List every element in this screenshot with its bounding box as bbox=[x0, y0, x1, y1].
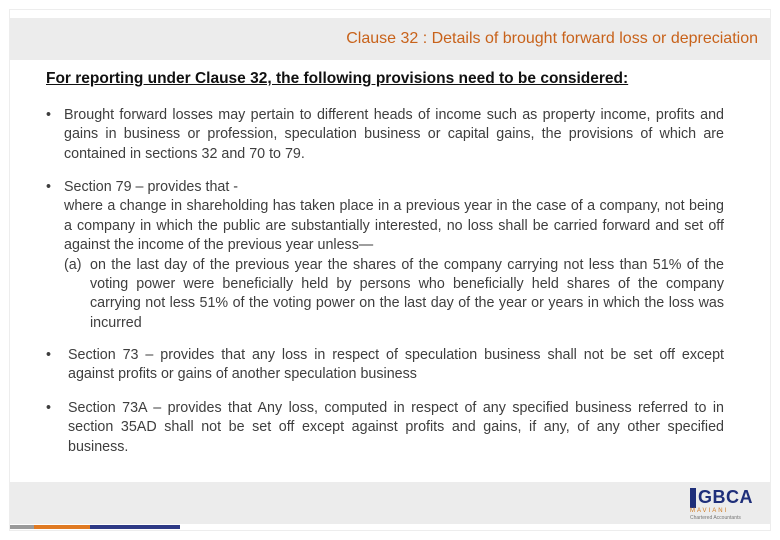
header-bar bbox=[10, 18, 770, 60]
bullet-item bbox=[46, 178, 724, 333]
footer-accent-navy bbox=[90, 525, 180, 529]
bullet-intro: Section 79 – provides that - bbox=[64, 179, 239, 195]
bullet-text: where a change in shareholding has taken place in a previous year in the case of a company, not being a company in which the public are substantially interested, no loss shall be carried forward and set off against the income of the previous year unless— bbox=[64, 198, 724, 254]
bullet-marker: • bbox=[46, 347, 52, 363]
footer-bar bbox=[10, 482, 770, 524]
logo-mark-icon bbox=[690, 488, 696, 508]
section-heading: For reporting under Clause 32, the following provisions need to be considered: bbox=[46, 70, 629, 87]
bullet-marker: • bbox=[46, 107, 52, 123]
bullet-text: Section 73A – provides that Any loss, computed in respect of any specified business referred to in section 35AD shall not be set off except against profits and gains, if any, of any other specified business. bbox=[68, 400, 724, 455]
bullet-item bbox=[46, 106, 724, 164]
bullet-marker: • bbox=[46, 400, 52, 416]
bullet-text: Brought forward losses may pertain to different heads of income such as property income, profits and gains in business or profession, speculation business or capital gains, the provisions of which are contained in sections 32 and 70 to 79. bbox=[64, 107, 724, 162]
bullet-item bbox=[46, 346, 724, 385]
footer-accent-gray bbox=[10, 525, 34, 529]
logo-subtitle: MAVIANI bbox=[690, 508, 729, 514]
company-logo bbox=[690, 486, 762, 522]
slide-title: Clause 32 : Details of brought forward loss or depreciation bbox=[346, 30, 758, 47]
bullet-item bbox=[46, 399, 724, 457]
bullet-marker: • bbox=[46, 179, 52, 195]
bullet-text: Section 73 – provides that any loss in respect of speculation business shall not be set off except against profits or gains of another speculation business bbox=[68, 347, 724, 383]
sub-list-text: on the last day of the previous year the shares of the company carrying not less than 51% of the voting power were beneficially held by persons who beneficially held shares of the company carrying not less 51% of the voting power on the last day of the year or years in which the loss was incurred bbox=[90, 256, 724, 331]
footer-accent-orange bbox=[34, 525, 90, 529]
logo-tagline: Chartered Accountants bbox=[690, 515, 741, 521]
sub-list-marker: (a) bbox=[64, 256, 82, 273]
sub-list-item bbox=[64, 256, 724, 334]
logo-text: GBCA bbox=[698, 487, 753, 507]
